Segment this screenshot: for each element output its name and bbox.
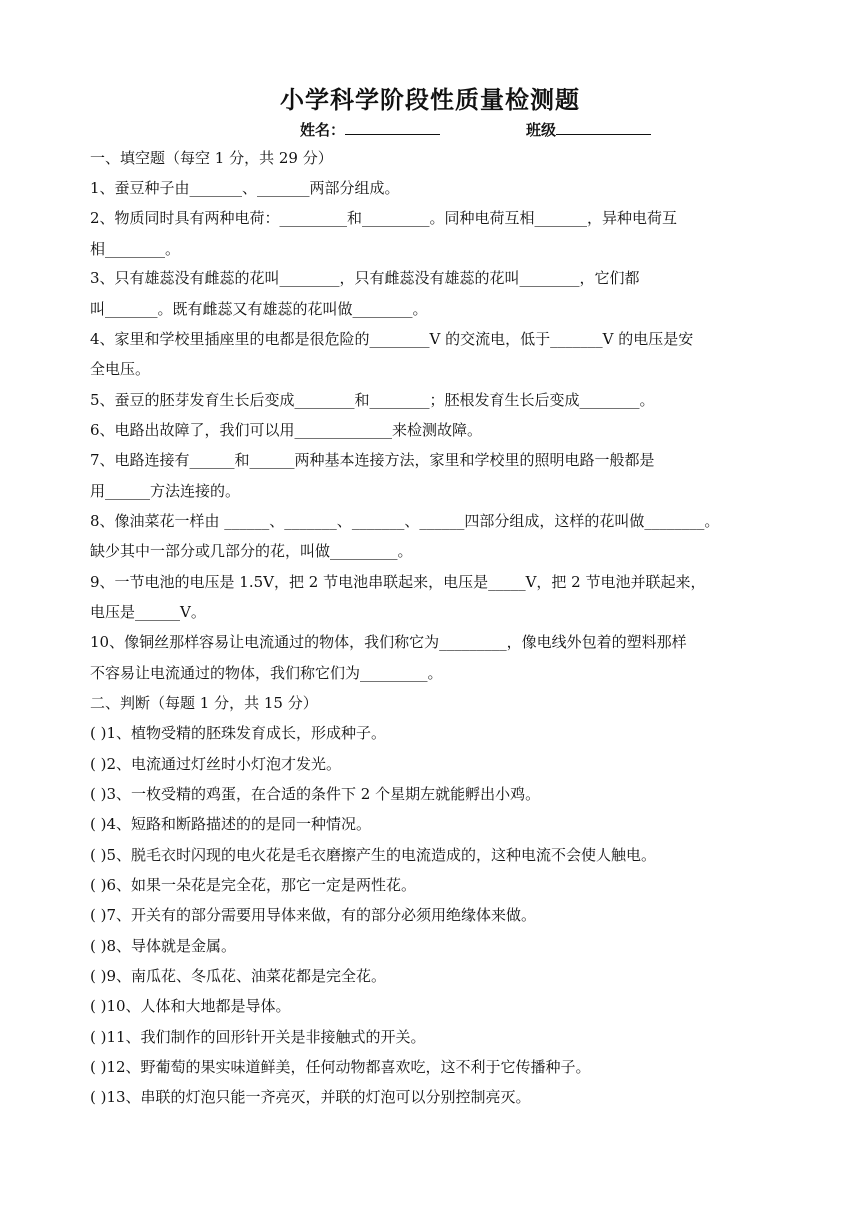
judgment-item: ( )1、植物受精的胚珠发育成长，形成种子。	[90, 724, 387, 742]
judgment-item: ( )9、南瓜花、冬瓜花、油菜花都是完全花。	[90, 967, 387, 985]
name-blank	[345, 120, 440, 135]
judgment-item: ( )3、一枚受精的鸡蛋，在合适的条件下 2 个星期左就能孵出小鸡。	[90, 785, 541, 803]
question-line: 3、只有雄蕊没有雌蕊的花叫________，只有雌蕊没有雄蕊的花叫________，它们都	[90, 269, 640, 287]
judgment-item: ( )10、人体和大地都是导体。	[90, 997, 291, 1015]
judgment-item: ( )5、脱毛衣时闪现的电火花是毛衣磨擦产生的电流造成的，这种电流不会使人触电。	[90, 846, 657, 864]
class-field	[526, 119, 651, 140]
question-line: 5、蚕豆的胚芽发育生长后变成________和________；胚根发育生长后变成________。	[90, 391, 655, 409]
judgment-item: ( )13、串联的灯泡只能一齐亮灭，并联的灯泡可以分别控制亮灭。	[90, 1088, 531, 1106]
judgment-item: ( )7、开关有的部分需要用导体来做，有的部分必须用绝缘体来做。	[90, 906, 537, 924]
question-line: 10、像铜丝那样容易让电流通过的物体，我们称它为_________，像电线外包着的塑料那样	[90, 633, 687, 651]
section-heading: 二、判断（每题 1 分，共 15 分）	[90, 694, 318, 712]
name-label: 姓名：	[300, 121, 346, 139]
judgment-item: ( )2、电流通过灯丝时小灯泡才发光。	[90, 755, 342, 773]
question-line: 9、一节电池的电压是 1.5V，把 2 节电池串联起来，电压是_____V，把 2 节电池并联起来，	[90, 573, 706, 591]
question-line: 2、物质同时具有两种电荷：_________和_________。同种电荷互相_______，异种电荷互	[90, 209, 678, 227]
name-field	[300, 119, 440, 140]
section-heading: 一、填空题（每空 1 分，共 29 分）	[90, 149, 333, 167]
question-line: 8、像油菜花一样由 ______、_______、_______、______四部分组成，这样的花叫做________。	[90, 512, 720, 530]
page-title: 小学科学阶段性质量检测题	[280, 86, 580, 114]
class-blank	[556, 120, 651, 135]
judgment-item: ( )12、野葡萄的果实味道鲜美，任何动物都喜欢吃，这不利于它传播种子。	[90, 1058, 591, 1076]
judgment-item: ( )8、导体就是金属。	[90, 937, 237, 955]
question-line: 4、家里和学校里插座里的电都是很危险的________V 的交流电，低于_______V 的电压是安	[90, 330, 694, 348]
judgment-item: ( )6、如果一朵花是完全花，那它一定是两性花。	[90, 876, 417, 894]
question-line: 1、蚕豆种子由_______、_______两部分组成。	[90, 179, 400, 197]
question-line: 不容易让电流通过的物体，我们称它们为_________。	[90, 664, 443, 682]
judgment-item: ( )4、短路和断路描述的的是同一种情况。	[90, 815, 372, 833]
question-line: 6、电路出故障了，我们可以用_____________来检测故障。	[90, 421, 483, 439]
judgment-item: ( )11、我们制作的回形针开关是非接触式的开关。	[90, 1028, 426, 1046]
class-label: 班级	[526, 121, 557, 139]
question-line: 全电压。	[90, 360, 151, 378]
question-line: 叫_______。既有雌蕊又有雄蕊的花叫做________。	[90, 300, 428, 318]
question-line: 缺少其中一部分或几部分的花，叫做_________。	[90, 542, 413, 560]
question-line: 用______方法连接的。	[90, 482, 241, 500]
question-line: 7、电路连接有______和______两种基本连接方法，家里和学校里的照明电路一般都是	[90, 451, 655, 469]
question-line: 相________。	[90, 240, 181, 258]
question-line: 电压是______V。	[90, 603, 206, 621]
